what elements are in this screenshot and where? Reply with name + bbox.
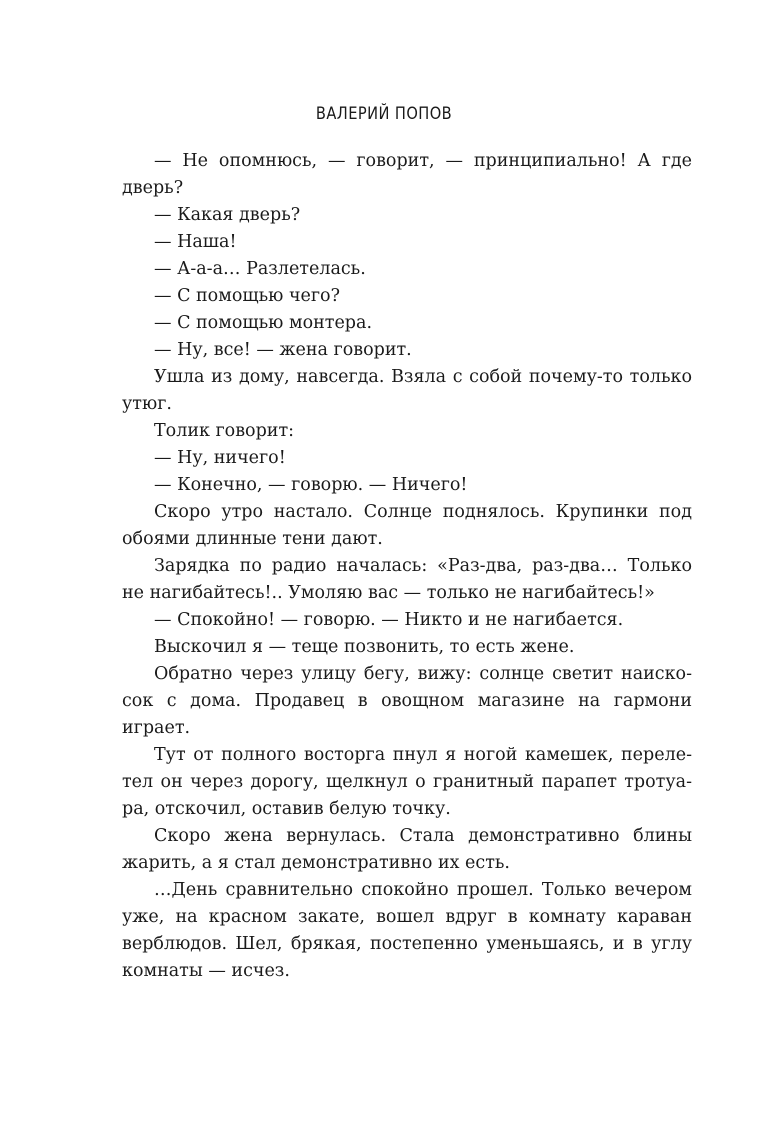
paragraph: …День сравнительно спокойно прошел. Только вечером уже, на красном закате, вошел вдруг в комнату караван верблюдов. Шел, брякая, постепенно уменьшаясь, и в углу комнаты — исчез. — [122, 880, 692, 981]
page-body — [122, 148, 692, 985]
paragraph: — Ну, ничего! — [154, 448, 286, 468]
paragraph: Тут от полного восторга пнул я ногой камешек, перелетел он через дорогу, щелкнул о гранитный парапет тротуара, отскочил, оставив белую точку. — [122, 745, 692, 819]
paragraph: — С помощью чего? — [154, 286, 340, 306]
paragraph: — Конечно, — говорю. — Ничего! — [154, 475, 468, 495]
paragraph: — Какая дверь? — [154, 205, 301, 225]
paragraph: Скоро жена вернулась. Стала демонстративно блины жарить, а я стал демонстративно их есть. — [122, 826, 692, 873]
paragraph: Толик говорит: — [154, 421, 295, 441]
paragraph: Ушла из дому, навсегда. Взяла с собой почему-то только утюг. — [122, 367, 692, 414]
running-head: ВАЛЕРИЙ ПОПОВ — [315, 104, 453, 124]
paragraph: Выскочил я — теще позвонить, то есть жене. — [154, 637, 575, 657]
paragraph: Скоро утро настало. Солнце поднялось. Крупинки под обоями длинные тени дают. — [122, 502, 692, 549]
paragraph: — Спокойно! — говорю. — Никто и не нагибается. — [154, 610, 624, 630]
paragraph: — А-а-а… Разлетелась. — [154, 259, 366, 279]
paragraph: Обратно через улицу бегу, вижу: солнце светит наискосок с дома. Продавец в овощном магазине на гармони играет. — [122, 664, 692, 738]
paragraph: — С помощью монтера. — [154, 313, 373, 333]
paragraph: — Ну, все! — жена говорит. — [154, 340, 412, 360]
paragraph: Зарядка по радио началась: «Раз-два, раз-два… Только не нагибайтесь!.. Умоляю вас — только не нагибайтесь!» — [122, 556, 692, 603]
paragraph: — Не опомнюсь, — говорит, — принципиально! А где дверь? — [122, 151, 692, 198]
paragraph: — Наша! — [154, 232, 237, 252]
